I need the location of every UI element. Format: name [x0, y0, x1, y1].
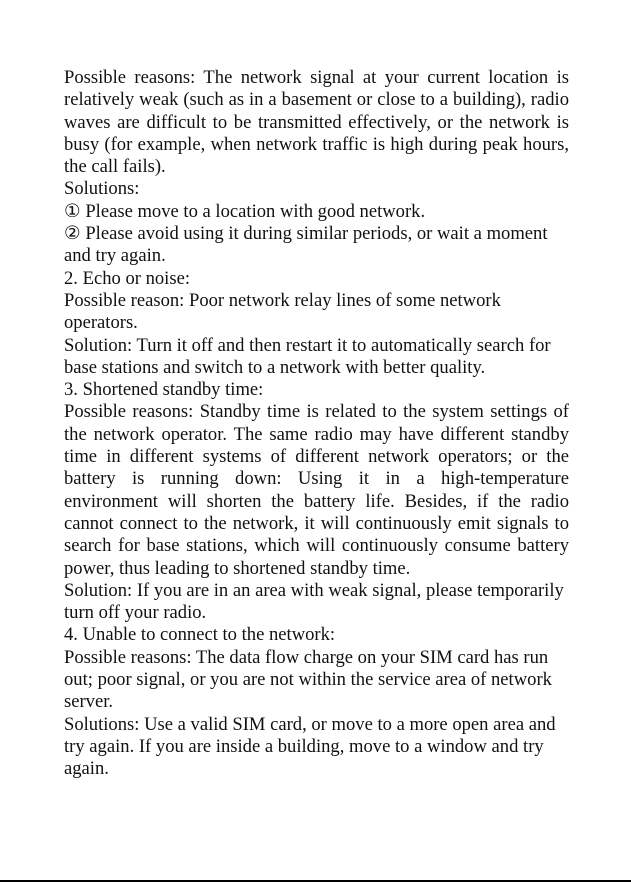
- section4-solutions: Solutions: Use a valid SIM card, or move to a more open area and try again. If you are inside a building, move to a window and try again.: [64, 713, 556, 780]
- section4-possible-reasons: Possible reasons: The data flow charge on your SIM card has run out; poor signal, or you are not within the service area of network server.: [64, 646, 552, 713]
- section2-heading: 2. Echo or noise:: [64, 267, 190, 289]
- section3-heading: 3. Shortened standby time:: [64, 379, 264, 401]
- section2-possible-reason: Possible reason: Poor network relay lines of some network operators.: [64, 289, 501, 334]
- section1-solution-2: ② Please avoid using it during similar periods, or wait a moment and try again.: [64, 223, 548, 267]
- section3-solution: Solution: If you are in an area with weak signal, please temporarily turn off your radio.: [64, 579, 564, 624]
- section3-possible-reasons: Possible reasons: Standby time is related to the system settings of the network operator. The same radio may have different standby time in different systems of different network operators; or the battery is running down: Using it in a high-temperature environment will shorten the battery life. Besides, if the radio cannot connect to the network, it will continuously emit signals to search for base stations, which will continuously consume battery power, thus leading to shortened standby time.: [64, 401, 569, 579]
- section1-possible-reasons: Possible reasons: The network signal at your current location is relatively weak (such as in a basement or close to a building), radio waves are difficult to be transmitted effectively, or the network is busy (for example, when network traffic is high during peak hours, the call fails).: [64, 67, 569, 178]
- section1-solutions-heading: Solutions:: [64, 178, 140, 200]
- section1-solution-1: ① Please move to a location with good network.: [64, 200, 426, 222]
- section4-heading: 4. Unable to connect to the network:: [64, 624, 336, 646]
- document-page: [64, 67, 569, 781]
- bottom-rule: [0, 880, 631, 882]
- section2-solution: Solution: Turn it off and then restart it to automatically search for base stations and switch to a network with better quality.: [64, 334, 551, 378]
